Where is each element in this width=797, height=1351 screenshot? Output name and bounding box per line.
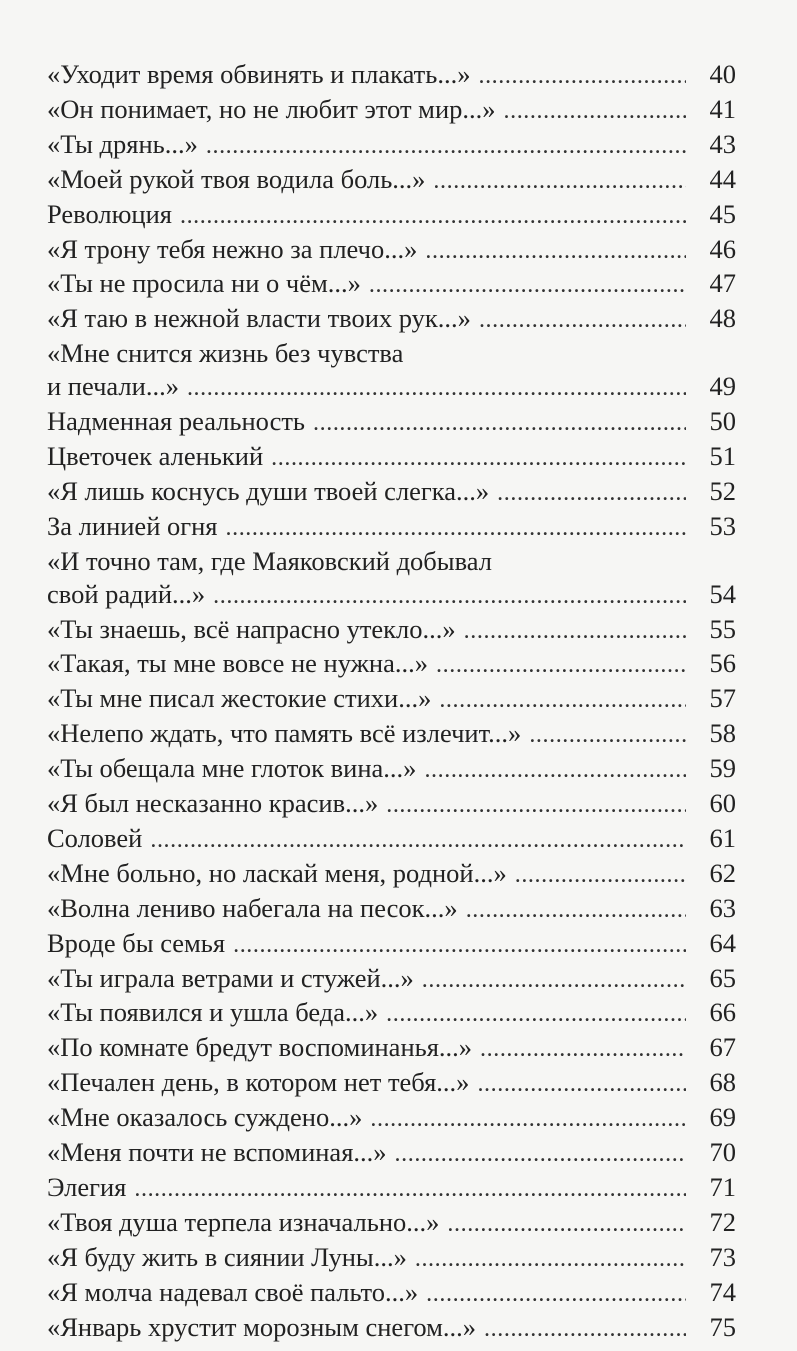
toc-entry (47, 1066, 736, 1101)
toc-entry-page-number: 60 (709, 788, 736, 819)
dot-leader (415, 1243, 686, 1276)
dot-leader (425, 235, 686, 268)
toc-entry-title: «Ты дрянь...» (47, 128, 198, 159)
toc-entry-title: Элегия (47, 1172, 127, 1202)
toc-entry-page-number: 69 (709, 1102, 736, 1133)
toc-entry-page-number: 47 (709, 268, 736, 299)
toc-entry-title-line: «Мне снится жизнь без чувства (47, 338, 404, 369)
toc-entry-title: Цветочек аленький (47, 440, 264, 471)
toc-entry (47, 233, 736, 268)
toc-entry-title: «Печален день, в котором нет тебя...» (47, 1067, 470, 1098)
toc-entry-page-number: 46 (709, 233, 736, 264)
toc-entry (47, 752, 736, 787)
toc-entry (47, 578, 736, 613)
toc-entry-title: «Твоя душа терпела изначально...» (47, 1206, 440, 1237)
dot-leader (395, 1138, 686, 1171)
toc-entry-page-number: 71 (709, 1172, 736, 1202)
toc-entry-page-number: 49 (709, 371, 736, 402)
toc-entry-title: «Ты появился и ушла беда...» (47, 997, 379, 1028)
dot-leader (150, 824, 686, 857)
dot-leader (479, 304, 686, 337)
dot-leader (233, 929, 686, 962)
toc-entry-page-number: 50 (709, 406, 736, 437)
toc-entry-title: За линией огня (47, 510, 218, 541)
toc-entry-page-number: 44 (709, 163, 736, 194)
dot-leader (484, 1313, 686, 1346)
toc-entry-title: Революция (47, 198, 172, 229)
dot-leader (515, 859, 686, 892)
toc-entry-page-number: 56 (709, 648, 736, 679)
toc-entry-title: и печали...» (47, 371, 179, 402)
toc-entry (47, 1311, 736, 1346)
dot-leader (313, 407, 686, 440)
dot-leader (180, 200, 686, 233)
toc-entry-page-number: 68 (709, 1067, 736, 1098)
toc-entry-title: «Я таю в нежной власти твоих рук...» (47, 303, 471, 334)
toc-entry (47, 58, 736, 93)
toc-entry (47, 1171, 736, 1206)
dot-leader (134, 1173, 686, 1206)
toc-entry-page-number: 72 (709, 1206, 736, 1237)
toc-entry-page-number: 61 (709, 822, 736, 853)
toc-entry (47, 892, 736, 927)
toc-entry (47, 613, 736, 648)
toc-entry (47, 857, 736, 892)
toc-entry-title: Соловей (47, 822, 143, 853)
toc-entry-page-number: 57 (709, 683, 736, 714)
toc-entry-title: «По комнате бредут воспоминанья...» (47, 1032, 473, 1063)
dot-leader (504, 95, 687, 128)
toc-entry (47, 302, 736, 337)
dot-leader (369, 269, 686, 302)
dot-leader (480, 1033, 686, 1066)
table-of-contents (47, 58, 747, 1346)
toc-entry-title: «Мне больно, но ласкай меня, родной...» (47, 857, 507, 888)
dot-leader (439, 684, 686, 717)
toc-entry (47, 962, 736, 997)
toc-entry (47, 475, 736, 510)
dot-leader (206, 130, 686, 163)
toc-entry (47, 370, 736, 405)
toc-entry (47, 1241, 736, 1276)
toc-entry-page-number: 59 (709, 753, 736, 784)
dot-leader (422, 964, 686, 997)
toc-entry-page-number: 70 (709, 1137, 736, 1168)
toc-entry-page-number: 53 (709, 510, 736, 541)
toc-entry-page-number: 66 (709, 997, 736, 1028)
toc-entry-page-number: 58 (709, 718, 736, 749)
toc-entry-title: «Нелепо ждать, что память всё излечит...» (47, 718, 522, 749)
toc-entry-title: «Ты не просила ни о чём...» (47, 268, 361, 299)
dot-leader (271, 442, 686, 475)
dot-leader (529, 719, 686, 752)
toc-entry-page-number: 40 (709, 59, 736, 89)
dot-leader (478, 60, 686, 93)
toc-entry-page-number: 64 (709, 927, 736, 958)
toc-entry-page-number: 65 (709, 962, 736, 993)
toc-entry-page-number: 43 (709, 128, 736, 159)
toc-entry-title: Вроде бы семья (47, 927, 226, 958)
toc-entry (47, 822, 736, 857)
toc-entry (47, 1031, 736, 1066)
dot-leader (213, 580, 686, 613)
toc-entry-title: «Такая, ты мне вовсе не нужна...» (47, 648, 429, 679)
toc-entry (47, 510, 736, 545)
toc-entry-title: «Я молча надевал своё пальто...» (47, 1276, 419, 1307)
toc-entry-title: «Ты знаешь, всё напрасно утекло...» (47, 613, 456, 644)
toc-entry-title: свой радий...» (47, 578, 206, 609)
toc-entry (47, 717, 736, 752)
toc-entry-title: «Я трону тебя нежно за плечо...» (47, 233, 418, 264)
toc-entry (47, 1276, 736, 1311)
toc-entry-title: «Он понимает, но не любит этот мир...» (47, 93, 496, 124)
toc-entry-title: «Ты мне писал жестокие стихи...» (47, 683, 432, 714)
toc-entry (47, 405, 736, 440)
toc-entry (47, 440, 736, 475)
toc-entry-page-number: 55 (709, 613, 736, 644)
toc-entry (47, 267, 736, 302)
toc-entry-title: «Меня почти не вспоминая...» (47, 1137, 387, 1168)
toc-entry-page-number: 41 (709, 93, 736, 124)
dot-leader (433, 165, 686, 198)
toc-entry-title: «Ты обещала мне глоток вина...» (47, 753, 417, 784)
dot-leader (466, 894, 686, 927)
toc-entry-title: «Я буду жить в сиянии Луны...» (47, 1241, 407, 1272)
toc-entry-page-number: 51 (709, 440, 736, 471)
toc-entry-page-number: 73 (709, 1241, 736, 1272)
dot-leader (424, 754, 686, 787)
toc-entry-page-number: 75 (709, 1311, 736, 1342)
toc-entry (47, 93, 736, 128)
toc-entry-page-number: 63 (709, 892, 736, 923)
dot-leader (187, 372, 686, 405)
dot-leader (436, 649, 686, 682)
toc-entry-page-number: 48 (709, 303, 736, 334)
toc-entry-title: «Январь хрустит морозным снегом...» (47, 1311, 477, 1342)
toc-entry-title: «Мне оказалось суждено...» (47, 1102, 363, 1133)
toc-entry (47, 996, 736, 1031)
toc-entry-page-number: 62 (709, 857, 736, 888)
toc-entry (47, 163, 736, 198)
dot-leader (226, 512, 687, 545)
toc-entry-title-line: «И точно там, где Маяковский добывал (47, 545, 492, 576)
dot-leader (426, 1278, 686, 1311)
dot-leader (386, 789, 686, 822)
toc-entry (47, 1206, 736, 1241)
toc-entry (47, 1136, 736, 1171)
toc-entry (47, 198, 736, 233)
dot-leader (497, 477, 686, 510)
toc-entry-page-number: 45 (709, 198, 736, 229)
toc-entry-page-number: 52 (709, 475, 736, 506)
toc-entry (47, 682, 736, 717)
toc-entry (47, 128, 736, 163)
toc-entry-title: «Уходит время обвинять и плакать...» (47, 59, 471, 89)
toc-entry-page-number: 67 (709, 1032, 736, 1063)
toc-entry (47, 1101, 736, 1136)
toc-entry-title: «Я был несказанно красив...» (47, 788, 379, 819)
toc-entry (47, 787, 736, 822)
toc-entry-page-number: 54 (709, 578, 736, 609)
toc-entry-page-number: 74 (709, 1276, 736, 1307)
toc-entry-title: «Волна лениво набегала на песок...» (47, 892, 458, 923)
dot-leader (477, 1068, 686, 1101)
dot-leader (370, 1103, 686, 1136)
dot-leader (447, 1208, 686, 1241)
toc-entry-title: «Я лишь коснусь души твоей слегка...» (47, 475, 490, 506)
toc-entry (47, 927, 736, 962)
toc-entry (47, 647, 736, 682)
dot-leader (386, 998, 686, 1031)
toc-entry-title: «Моей рукой твоя водила боль...» (47, 163, 426, 194)
toc-entry-title: Надменная реальность (47, 406, 306, 437)
dot-leader (464, 615, 686, 648)
toc-entry-title: «Ты играла ветрами и стужей...» (47, 962, 414, 993)
